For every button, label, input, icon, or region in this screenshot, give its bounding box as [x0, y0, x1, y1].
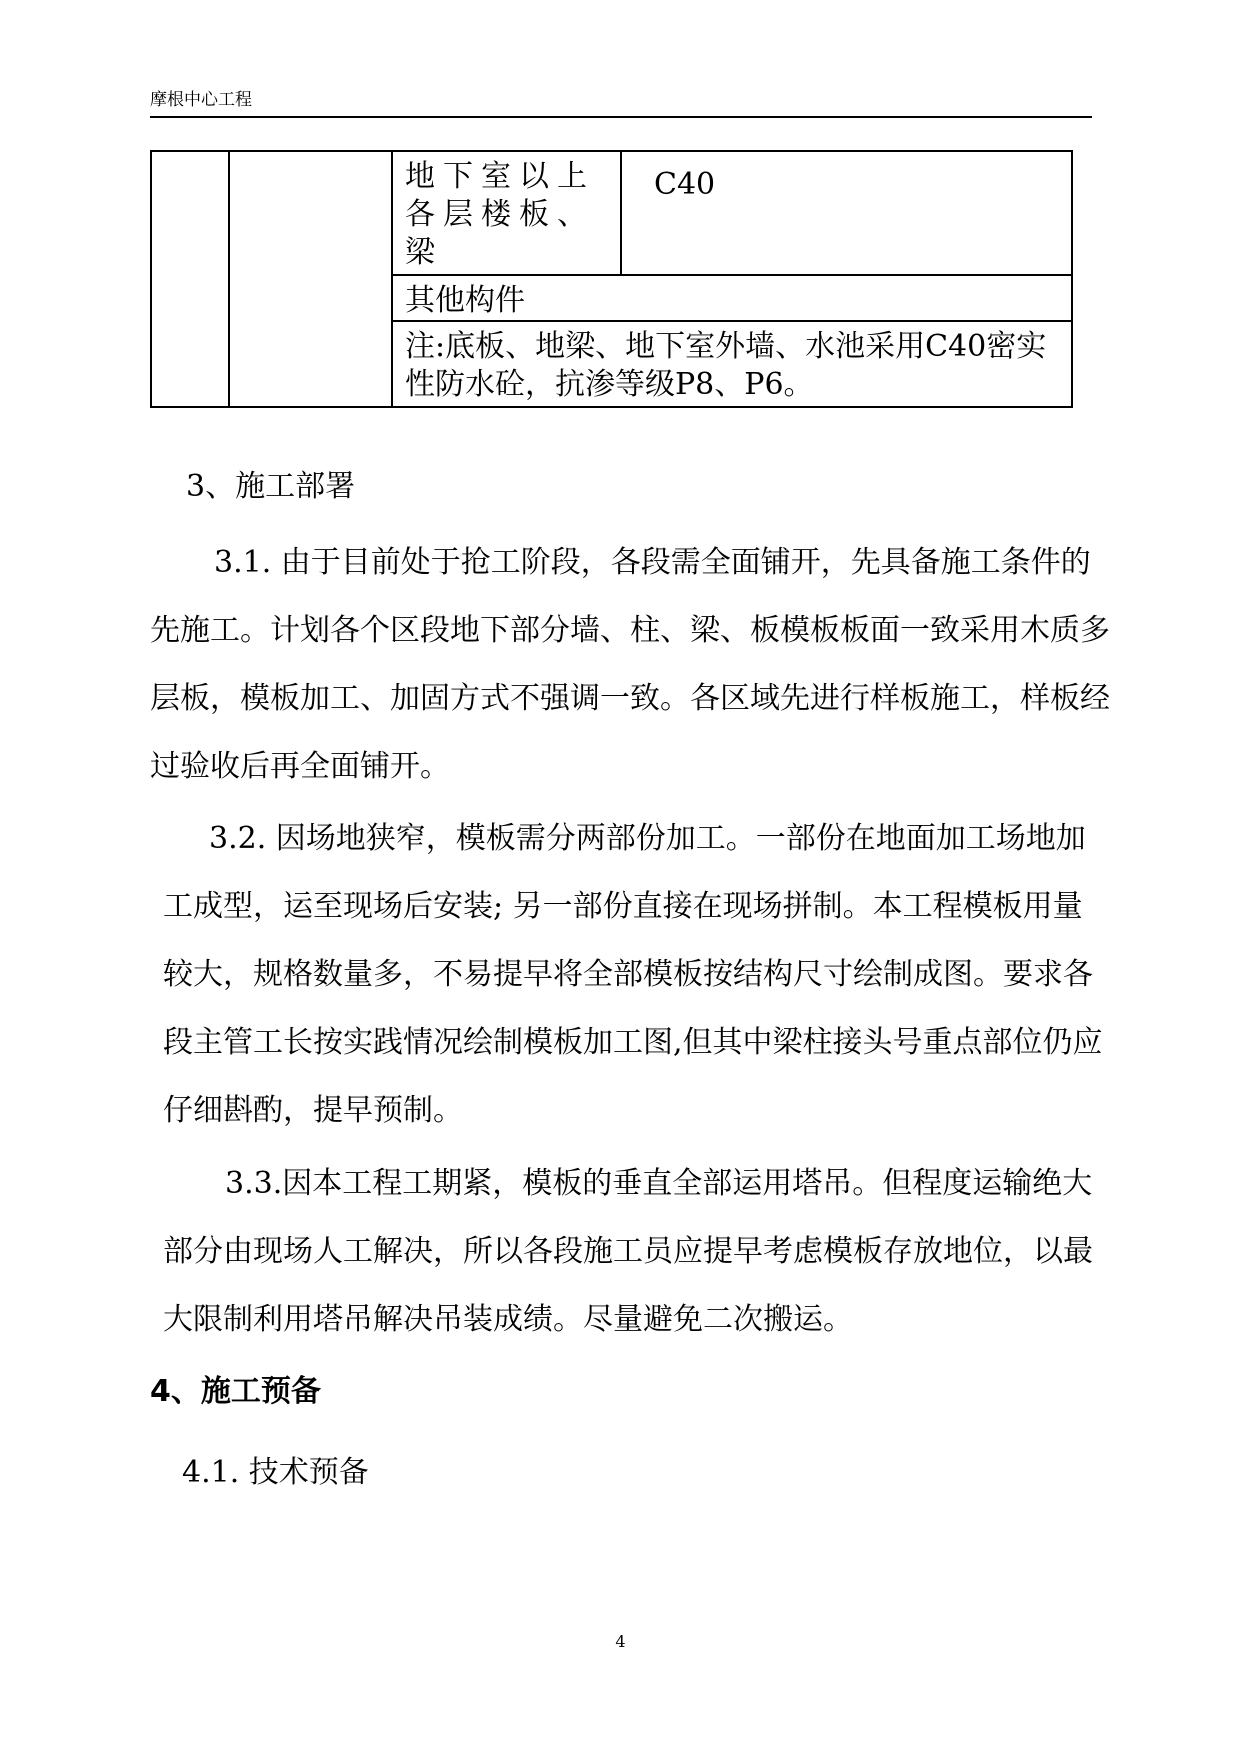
header-title: 摩根中心工程 — [150, 90, 252, 110]
table-cell-other-members: 其他构件 — [392, 275, 1072, 321]
table-cell-part: 地下室以上各层楼板、梁 — [392, 151, 621, 275]
page-header — [150, 90, 1092, 118]
paragraph-4-1: 4.1. 技术预备 — [182, 1455, 369, 1490]
table-cell-grade: C40 — [621, 151, 1072, 275]
table-cell-empty-1 — [151, 151, 229, 407]
section-4-heading: 4、施工预备 — [150, 1374, 321, 1409]
paragraph-3-3: 3.3.因本工程工期紧，模板的垂直全部运用塔吊。但程度运输绝大部分由现场人工解决，所以各段施工员应提早考虑模板存放地位，以最大限制利用塔吊解决吊装成绩。尽量避免二次搬运。 — [163, 1166, 1093, 1337]
paragraph-3-2: 3.2. 因场地狭窄，模板需分两部份加工。一部份在地面加工场地加工成型，运至现场后安装; 另一部份直接在现场拼制。本工程模板用量较大，规格数量多，不易提早将全部模板按结构尺寸绘制成图。要求各段主管工长按实践情况绘制模板加工图,但其中梁柱接头号重点部位仍应仔细斟酌，提早预制。 — [163, 821, 1103, 1128]
table-row — [151, 151, 1072, 275]
section-3-heading: 3、施工部署 — [186, 469, 356, 504]
concrete-spec-table — [150, 150, 1073, 408]
table-cell-note: 注:底板、地梁、地下室外墙、水池采用C40密实性防水砼，抗渗等级P8、P6。 — [392, 321, 1072, 407]
table-cell-empty-2 — [229, 151, 392, 407]
page-number: 4 — [615, 1632, 626, 1651]
paragraph-3-1: 3.1. 由于目前处于抢工阶段，各段需全面铺开，先具备施工条件的先施工。计划各个区段地下部分墙、柱、梁、板模板板面一致采用木质多层板，模板加工、加固方式不强调一致。各区域先进行样板施工，样板经过验收后再全面铺开。 — [150, 545, 1110, 784]
